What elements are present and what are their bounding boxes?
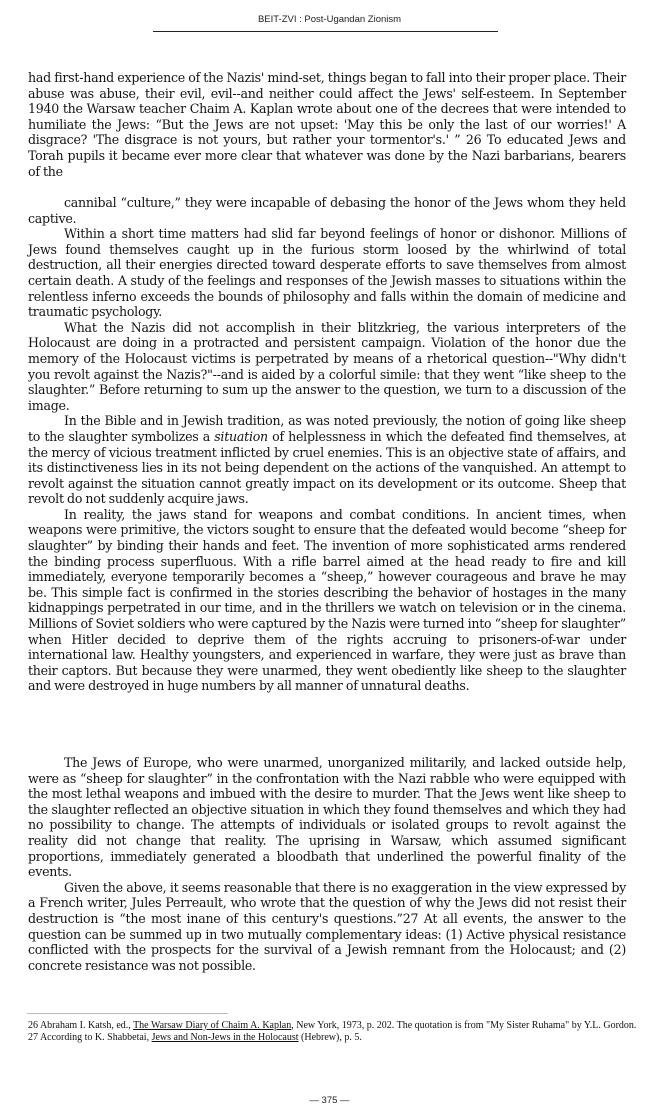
page-number: — 375 — xyxy=(309,1095,350,1106)
footnote-26 xyxy=(28,1020,638,1032)
footnote-27 xyxy=(28,1032,638,1044)
paragraph-in-reality: In reality, the jaws stand for weapons and combat conditions. In ancient times, when weapons were primitive, the victors sought to ensure that the defeated would become “sheep for slaughter” by binding their hands and feet. The invention of more sophisticated arms rendered the binding process superfluous. With a rifle barrel aimed at the head ready to fire and kill immediately, everyone temporarily becomes a “sheep,” however courageous and brave he may be. This simple fact is confirmed in the stories describing the behavior of hostages in the many kidnappings perpetrated in our time, and in the thrillers we watch on television or in the cinema. Millions of Soviet soldiers who were captured by the Nazis were turned into “sheep for slaughter” when Hitler decided to deprive them of the rights accruing to prisoners-of-war under international law. Healthy youngsters, and experienced in warfare, they were just as brave than their captors. But because they were unarmed, they went obediently like sheep to the slaughter and were destroyed in huge numbers by all manner of unnatural deaths. xyxy=(28,506,626,694)
paragraph-continuation: had first-hand experience of the Nazis' mind-set, things began to fall into their proper place. Their abuse was abuse, their evil, evil--and neither could affect the Jews' self-esteem. In September 1940 the Warsaw teacher Chaim A. Kaplan wrote about one of the decrees that were intended to humiliate the Jews: “But the Jews are not upset: 'May this be only the last of our worries!' A disgrace? 'The disgrace is not yours, but rather your tormentor's.' ” 26 To educated Jews and Torah pupils it became ever more clear that whatever was done by the Nazi barbarians, bearers of the xyxy=(28,70,626,179)
paragraph-what-nazis-did-not: What the Nazis did not accomplish in their blitzkrieg, the various interpreters of the Holocaust are doing in a protracted and persistent campaign. Violation of the honor due the memory of the Holocaust victims is perpetrated by means of a rhetorical question--"Why didn't you revolt against the Nazis?"--and is aided by a colorful simile: that they went “like sheep to the slaughter.” Before returning to sum up the answer to the question, we turn to a discussion of the image. xyxy=(28,319,626,413)
paragraph-jews-of-europe: The Jews of Europe, who were unarmed, unorganized militarily, and lacked outside help, were as “sheep for slaughter” in the confrontation with the Nazi rabble who were equipped with the most lethal weapons and imbued with the desire to murder. That the Jews went like sheep to the slaughter reflected an objective situation in which they found themselves and which they had no possibility to change. The attempts of individuals or isolated groups to revolt against the reality did not change that reality. The uprising in Warsaw, which assumed significant proportions, immediately generated a bloodbath that underlined the powerful finality of the events. xyxy=(28,755,626,880)
text-run: In the Bible and in Jewish tradition, as was noted previously, the notion of going like sheep to the slaughter symbolizes a xyxy=(28,413,626,444)
paragraph-bible-tradition xyxy=(28,413,626,507)
footnote-book-title: The Warsaw Diary of Chaim A. Kaplan xyxy=(133,1020,292,1031)
text-run: of helplessness in which the defeated find themselves, at the mercy of vicious treatment inflicted by cruel enemies. This is an objective state of affairs, and its distinctiveness lies in its not being dependent on the actions of the vanquished. An attempt to revolt against the situation cannot greatly impact on its development or its outcome. Sheep that revolt do not suddenly acquire jaws. xyxy=(28,428,626,507)
paragraph-within-short-time: Within a short time matters had slid far beyond feelings of honor or dishonor. Millions of Jews found themselves caught up in the furious storm loosed by the whirlwind of total destruction, all their energies directed toward desperate efforts to save themselves from almost certain death. A study of the feelings and responses of the Jewish masses to situations within the relentless inferno exceeds the bounds of philosophy and falls within the domain of medicine and traumatic psychology. xyxy=(28,226,626,320)
footnote-text: (Hebrew), p. 5. xyxy=(298,1031,362,1043)
footnotes xyxy=(28,1020,638,1044)
footnote-book-title: Jews and Non-Jews in the Holocaust xyxy=(151,1031,299,1043)
paragraph-cannibal-culture: cannibal “culture,” they were incapable of debasing the honor of the Jews whom they held captive. xyxy=(28,195,626,226)
running-header-title: BEIT-ZVI : Post-Ugandan Zionism xyxy=(257,14,402,25)
body-block-2 xyxy=(28,195,626,694)
footnote-text: 27 According to K. Shabbetai, xyxy=(28,1031,152,1043)
footnote-text: 26 Abraham I. Katsh, ed., xyxy=(28,1020,134,1031)
paragraph-given-the-above: Given the above, it seems reasonable that there is no exaggeration in the view expressed by a French writer, Jules Perreault, who wrote that the question of why the Jews did not resist their destruction is “the most inane of this century's questions.”27 At all events, the answer to the question can be summed up in two mutually complementary ideas: (1) Active physical resistance conflicted with the prospects for the survival of a Jewish remnant from the Holocaust; and (2) concrete resistance was not possible. xyxy=(28,879,626,973)
body-block-1 xyxy=(28,70,626,179)
footnote-text: , New York, 1973, p. 202. The quotation is from "My Sister Ruhama" by Y.L. Gordon. xyxy=(291,1020,637,1031)
footnote-separator-rule xyxy=(27,1013,228,1014)
body-block-3 xyxy=(28,755,626,973)
header-rule xyxy=(153,31,498,32)
italic-emphasis: situation xyxy=(214,428,268,444)
